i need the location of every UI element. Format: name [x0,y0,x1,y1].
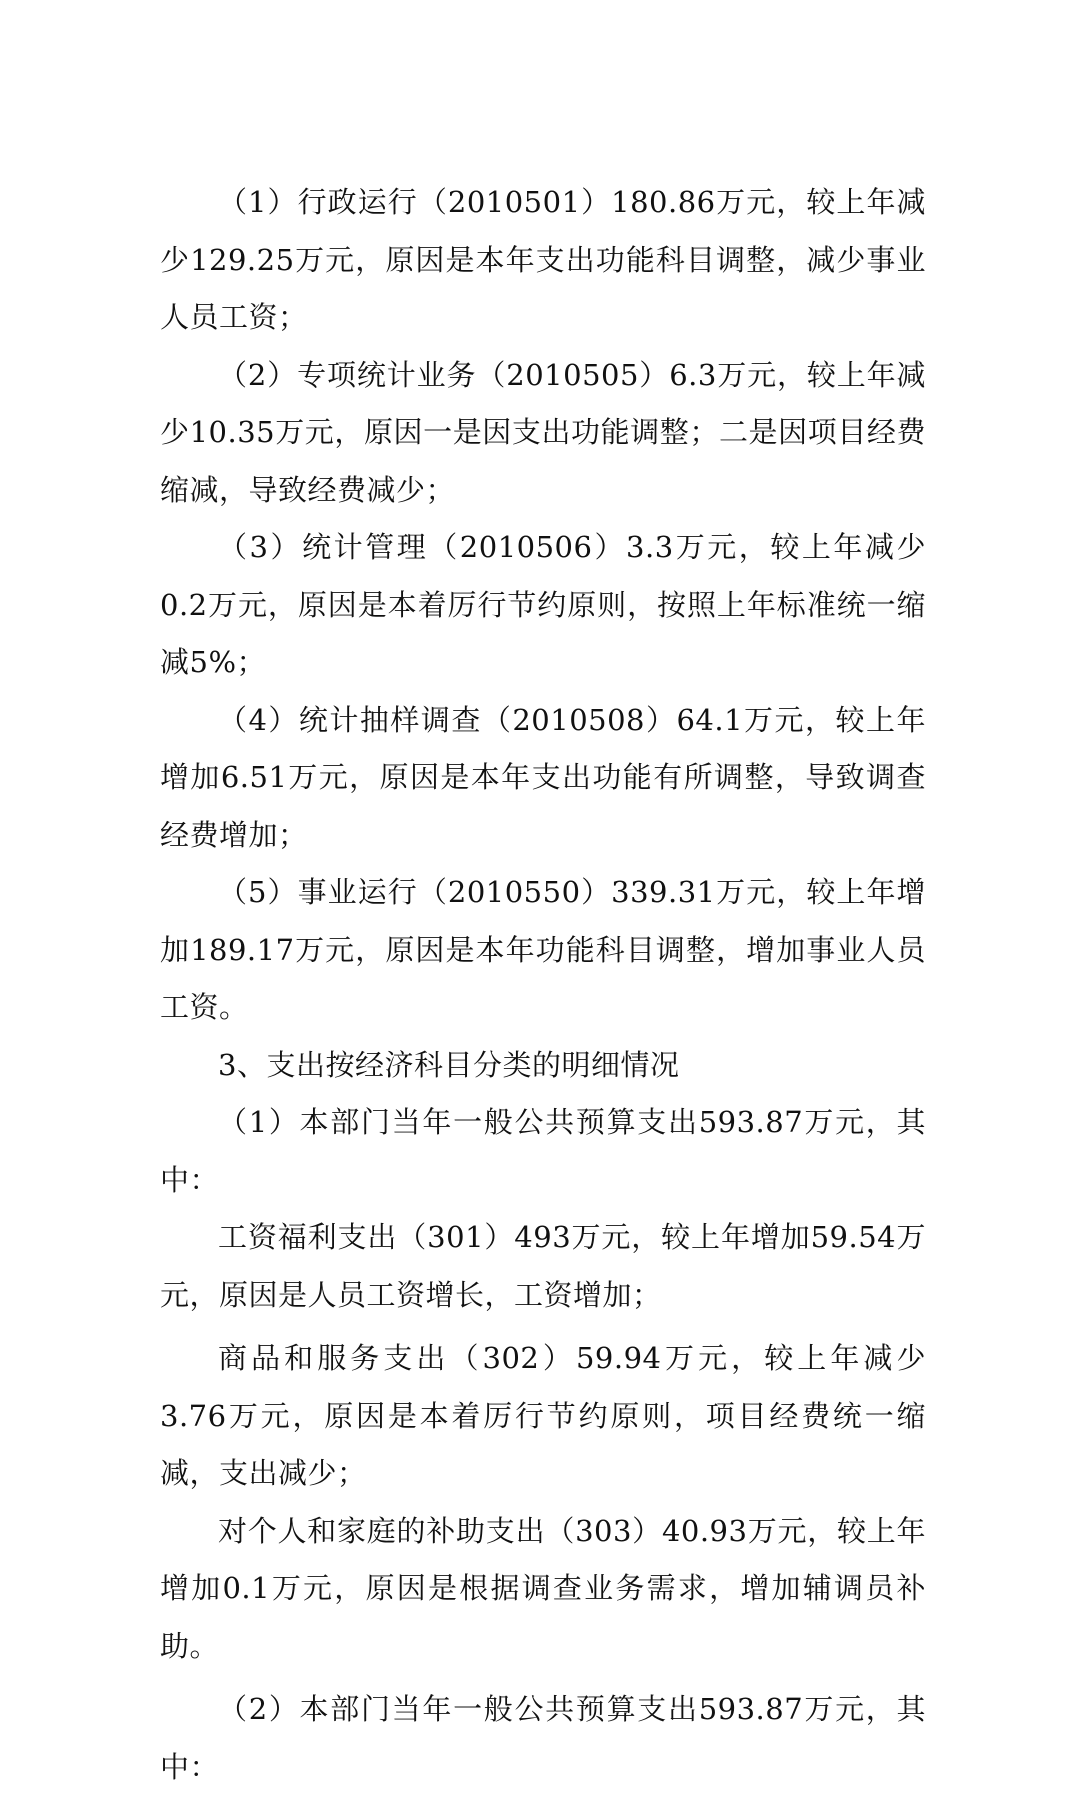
paragraph-institution-operation: （5）事业运行（2010550）339.31万元，较上年增加189.17万元，原因是本年功能科目调整，增加事业人员工资。 [160,875,926,1024]
paragraph-goods-services: 商品和服务支出（302）59.94万元，较上年减少3.76万元，原因是本着厉行节约原则，项目经费统一缩减，支出减少； [160,1341,926,1490]
section-heading-economic-classification: 3、支出按经济科目分类的明细情况 [218,1047,680,1082]
paragraph-budget-summary-1: （1）本部门当年一般公共预算支出593.87万元，其中： [160,1105,926,1197]
paragraph-sampling-survey: （4）统计抽样调查（2010508）64.1万元，较上年增加6.51万元，原因是本年支出功能有所调整，导致调查经费增加； [160,702,926,852]
paragraph-wage-welfare: 工资福利支出（301）493万元，较上年增加59.54万元，原因是人员工资增长，工资增加； [160,1220,926,1312]
paragraph-household-subsidy: 对个人和家庭的补助支出（303）40.93万元，较上年增加0.1万元，原因是根据调查业务需求，增加辅调员补助。 [160,1513,926,1663]
paragraph-budget-summary-2: （2）本部门当年一般公共预算支出593.87万元，其中： [160,1692,926,1784]
paragraph-admin-operation: （1）行政运行（2010501）180.86万元，较上年减少129.25万元，原因是本年支出功能科目调整，减少事业人员工资； [160,185,926,334]
body-text [160,174,926,1796]
paragraph-statistics-management: （3）统计管理（2010506）3.3万元，较上年减少0.2万元，原因是本着厉行节约原则，按照上年标准统一缩减5%； [160,530,926,679]
paragraph-special-statistics: （2）专项统计业务（2010505）6.3万元，较上年减少10.35万元，原因一是因支出功能调整；二是因项目经费缩减，导致经费减少； [160,357,926,507]
